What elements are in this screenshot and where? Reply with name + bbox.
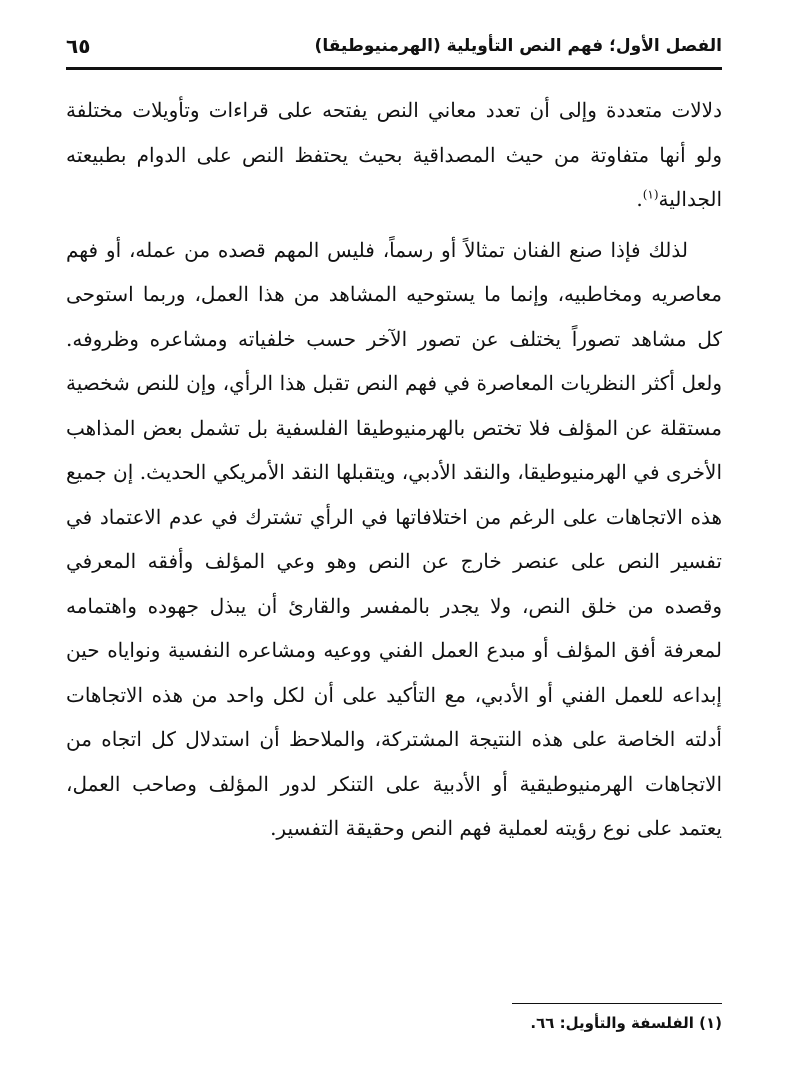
paragraph-1-end: . xyxy=(636,187,643,211)
footnote: (١) الفلسفة والتأويل: ٦٦. xyxy=(530,1014,722,1032)
header-rule xyxy=(66,67,722,70)
body-text xyxy=(66,88,722,851)
paragraph-1 xyxy=(66,88,722,222)
footnote-reference[interactable]: (١) xyxy=(642,187,659,202)
paragraph-2: لذلك فإذا صنع الفنان تمثالاً أو رسماً، فليس المهم قصده من عمله، أو فهم معاصريه ومخاطبيه، وإنما ما يستوحيه المشاهد من هذا العمل، وربما استوحى كل مشاهد تصوراً يختلف عن تصور الآخر حسب خلفياته ومشاعره وظروفه. ولعل أكثر النظريات المعاصرة في فهم النص تقبل هذا الرأي، وإن للنص شخصية مستقلة عن المؤلف فلا تختص بالهرمنيوطيقا الفلسفية بل تشمل بعض المذاهب الأخرى في الهرمنيوطيقا، والنقد الأدبي، ويتقبلها النقد الأمريكي الحديث. إن جميع هذه الاتجاهات على الرغم من اختلافاتها في الرأي تشترك في عدم الاعتماد في تفسير النص على عنصر خارج عن النص وهو وعي المؤلف وأفقه المعرفي وقصده من خلق النص، ولا يجدر بالمفسر والقارئ أن يبذل جهوده واهتمامه لمعرفة أفق المؤلف أو مبدع العمل الفني ووعيه ومشاعره النفسية ونواياه حين إبداعه للعمل الفني أو الأدبي، مع التأكيد على أن لكل واحد من هذه الاتجاهات أدلته الخاصة على هذه النتيجة المشتركة، والملاحظ أن استدلال كل اتجاه من الاتجاهات الهرمنيوطيقية أو الأدبية على التنكر لدور المؤلف وصاحب العمل، يعتمد على نوع رؤيته لعملية فهم النص وحقيقة التفسير. xyxy=(66,237,722,840)
running-title: الفصل الأول؛ فهم النص التأويلية (الهرمنيوطيقا) xyxy=(314,36,722,56)
page-number: ٦٥ xyxy=(66,34,91,58)
page-header xyxy=(66,30,722,62)
paragraph-1-text: دلالات متعددة وإلى أن تعدد معاني النص يفتحه على قراءات وتأويلات مختلفة ولو أنها متفاوتة من حيث المصداقية بحيث يحتفظ النص على الدوام بطبيعته الجدالية xyxy=(66,98,722,211)
footnote-rule xyxy=(512,1003,722,1004)
